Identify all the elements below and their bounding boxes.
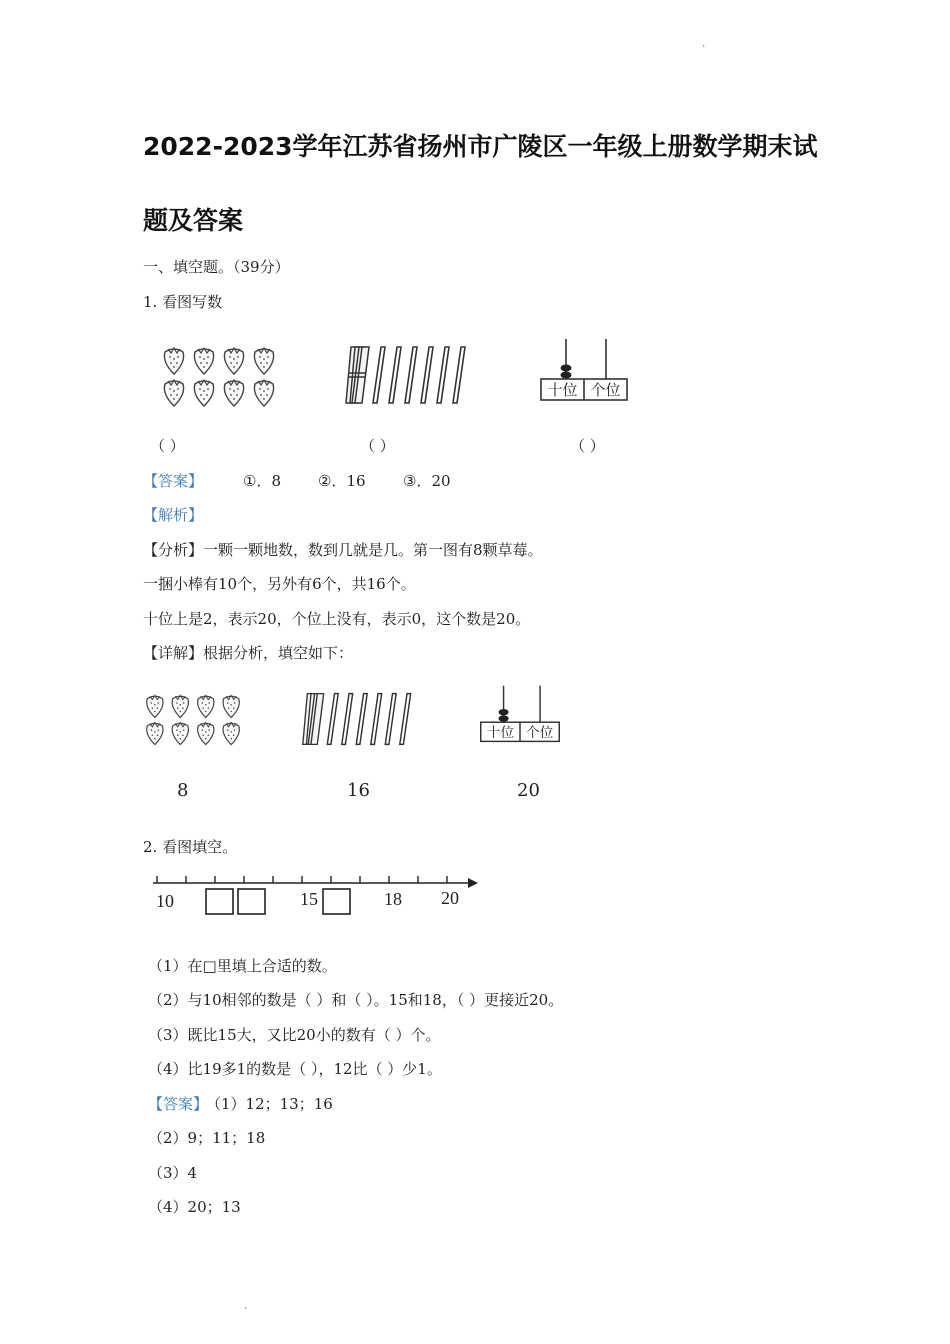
filled-value-2: 16: [347, 780, 370, 801]
abacus-figure: [538, 337, 630, 403]
abacus-ones-label: 个位: [525, 724, 554, 741]
answer-tag: 【答案】: [143, 472, 204, 490]
page-mark-bottom: 、: [244, 1301, 252, 1310]
abacus-tens-label: 十位: [486, 724, 515, 741]
abacus-ones-label: 个位: [590, 381, 621, 399]
sticks-figure-detail: [300, 690, 418, 748]
question-2-part: （4）比19多1的数是（ ），12比（ ）少1。: [148, 1060, 442, 1078]
analysis-line: 【分析】一颗一颗地数，数到几就是几。第一图有8颗草莓。: [143, 541, 543, 559]
number-line-label: 18: [384, 889, 402, 909]
question-2-prompt: 2. 看图填空。: [143, 838, 238, 856]
document-title: 2022-2023学年江苏省扬州市广陵区一年级上册数学期末试: [143, 132, 818, 161]
strawberries-figure: [160, 344, 285, 410]
filled-value-1: 8: [177, 780, 189, 801]
analysis-line: 十位上是2，表示20，个位上没有，表示0，这个数是20。: [143, 610, 531, 628]
answer-line: （3）4: [148, 1164, 198, 1182]
answer-blank-1[interactable]: （ ）: [150, 437, 185, 455]
answer-line: （1）12；13；16: [206, 1095, 333, 1113]
question-2-part: （1）在□里填上合适的数。: [148, 957, 337, 975]
document-title-continued: 题及答案: [143, 206, 244, 235]
section-heading: 一、填空题。（39分）: [143, 258, 290, 276]
filled-value-3: 20: [517, 780, 540, 801]
number-line-figure: [150, 872, 480, 920]
question-2-part: （2）与10相邻的数是（ ）和（ ）。15和18，（ ）更接近20。: [148, 991, 564, 1009]
analysis-line: 一捆小棒有10个，另外有6个，共16个。: [143, 575, 416, 593]
question-1-prompt: 1. 看图写数: [143, 293, 223, 311]
sticks-figure: [343, 343, 473, 407]
question-2-part: （3）既比15大，又比20小的数有（ ）个。: [148, 1026, 441, 1044]
page-mark-top: 、: [702, 39, 710, 48]
abacus-figure-detail: [478, 683, 562, 745]
answer-item-2: ②．16: [318, 472, 366, 490]
strawberries-figure-detail: [143, 690, 249, 750]
answer-item-1: ①．8: [243, 472, 281, 490]
answer-line: （2）9；11；18: [148, 1129, 266, 1147]
answer-line: （4）20；13: [148, 1198, 241, 1216]
number-line-label: 15: [300, 889, 318, 909]
answer-tag: 【答案】: [148, 1095, 209, 1113]
answer-blank-2[interactable]: （ ）: [360, 437, 395, 455]
answer-blank-3[interactable]: （ ）: [570, 437, 605, 455]
answer-item-3: ③．20: [403, 472, 451, 490]
analysis-line: 【详解】根据分析，填空如下：: [143, 644, 354, 662]
analysis-tag: 【解析】: [143, 506, 204, 524]
number-line-label: 20: [441, 888, 459, 908]
number-line-label: 10: [156, 891, 174, 911]
abacus-tens-label: 十位: [547, 381, 578, 399]
